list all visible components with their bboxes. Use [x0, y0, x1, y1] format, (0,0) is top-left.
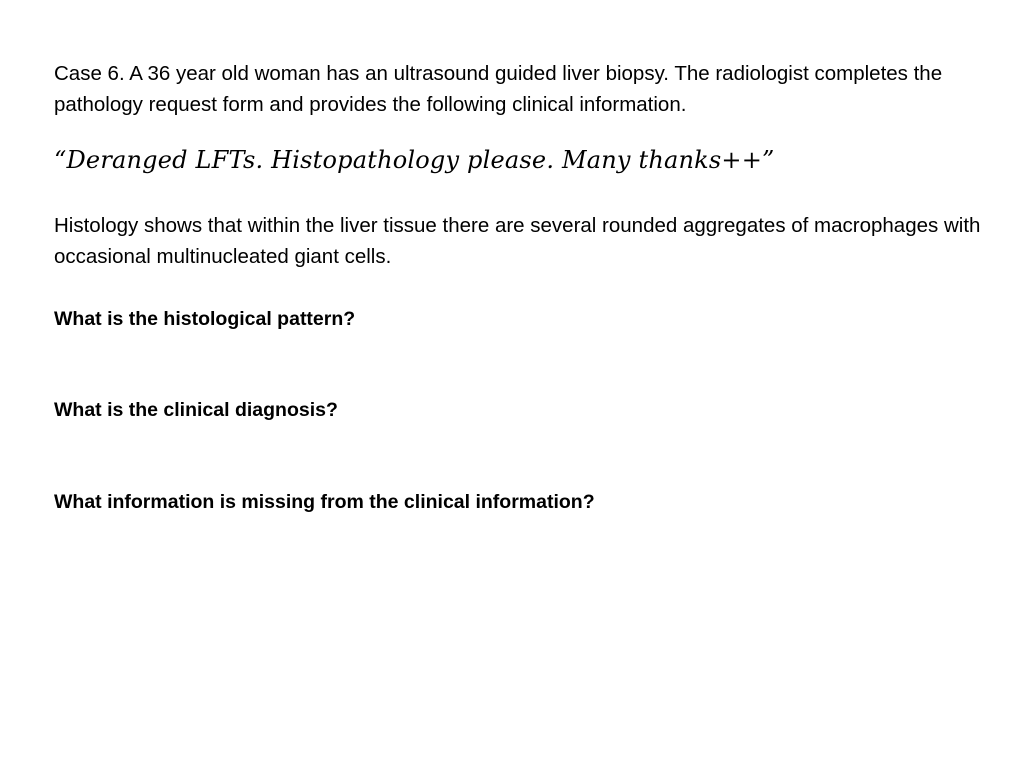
case-intro-text: Case 6. A 36 year old woman has an ultrasound guided liver biopsy. The radiologist completes the pathology request form and provides the following clinical information.: [54, 62, 943, 116]
question-histological-pattern: What is the histological pattern?: [54, 308, 356, 330]
question-clinical-diagnosis: What is the clinical diagnosis?: [54, 399, 338, 421]
question-missing-information: What information is missing from the clinical information?: [54, 491, 595, 513]
clinical-information-quote: “Deranged LFTs. Histopathology please. Many thanks++”: [54, 146, 775, 174]
histology-findings-text: Histology shows that within the liver tissue there are several rounded aggregates of macrophages with occasional multinucleated giant cells.: [54, 214, 981, 268]
